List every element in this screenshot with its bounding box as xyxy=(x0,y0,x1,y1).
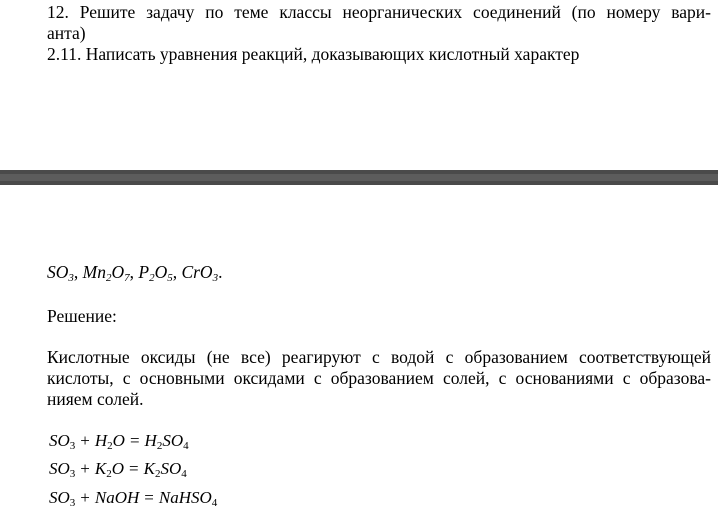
formula-so3: $SO_3$ xyxy=(47,262,74,284)
separator: , xyxy=(129,262,139,282)
paragraph-line-2: кислоты, с основными оксидами с образованием солей, с основаниями с образова- xyxy=(47,368,711,388)
task-line-1: 12. Решите задачу по теме классы неорганических соединений (по номеру вари- xyxy=(47,2,711,22)
explanation-paragraph xyxy=(47,347,711,410)
equation-3: $SO_3$ + NaOH = NaHSO$_4$ xyxy=(49,488,218,509)
formula-mn2o7: $Mn_2O_7$ xyxy=(82,262,130,284)
formula-cro3: CrO$_3$ xyxy=(181,262,219,284)
separator-band xyxy=(0,170,718,185)
period: . xyxy=(218,262,223,282)
paragraph-line-1: Кислотные оксиды (не все) реагируют с водой с образованием соответствующей xyxy=(47,347,711,367)
oxides-list xyxy=(47,262,222,283)
task-line-3: 2.11. Написать уравнения реакций, доказывающих кислотный характер xyxy=(47,44,580,64)
separator-band-inner xyxy=(0,174,718,181)
equation-2: $SO_3 + K_2O = K_2SO_4$ xyxy=(49,459,187,480)
formula-p2o5: $P_2O_5$ xyxy=(138,262,173,284)
separator: , xyxy=(73,262,83,282)
equation-1: $SO_3 + H_2O = H_2SO_4$ xyxy=(49,431,189,452)
separator: , xyxy=(172,262,182,282)
paragraph-line-3: нияем солей. xyxy=(47,389,144,409)
task-text xyxy=(47,2,711,65)
solution-label: Решение: xyxy=(47,306,117,326)
task-line-2: анта) xyxy=(47,23,86,43)
